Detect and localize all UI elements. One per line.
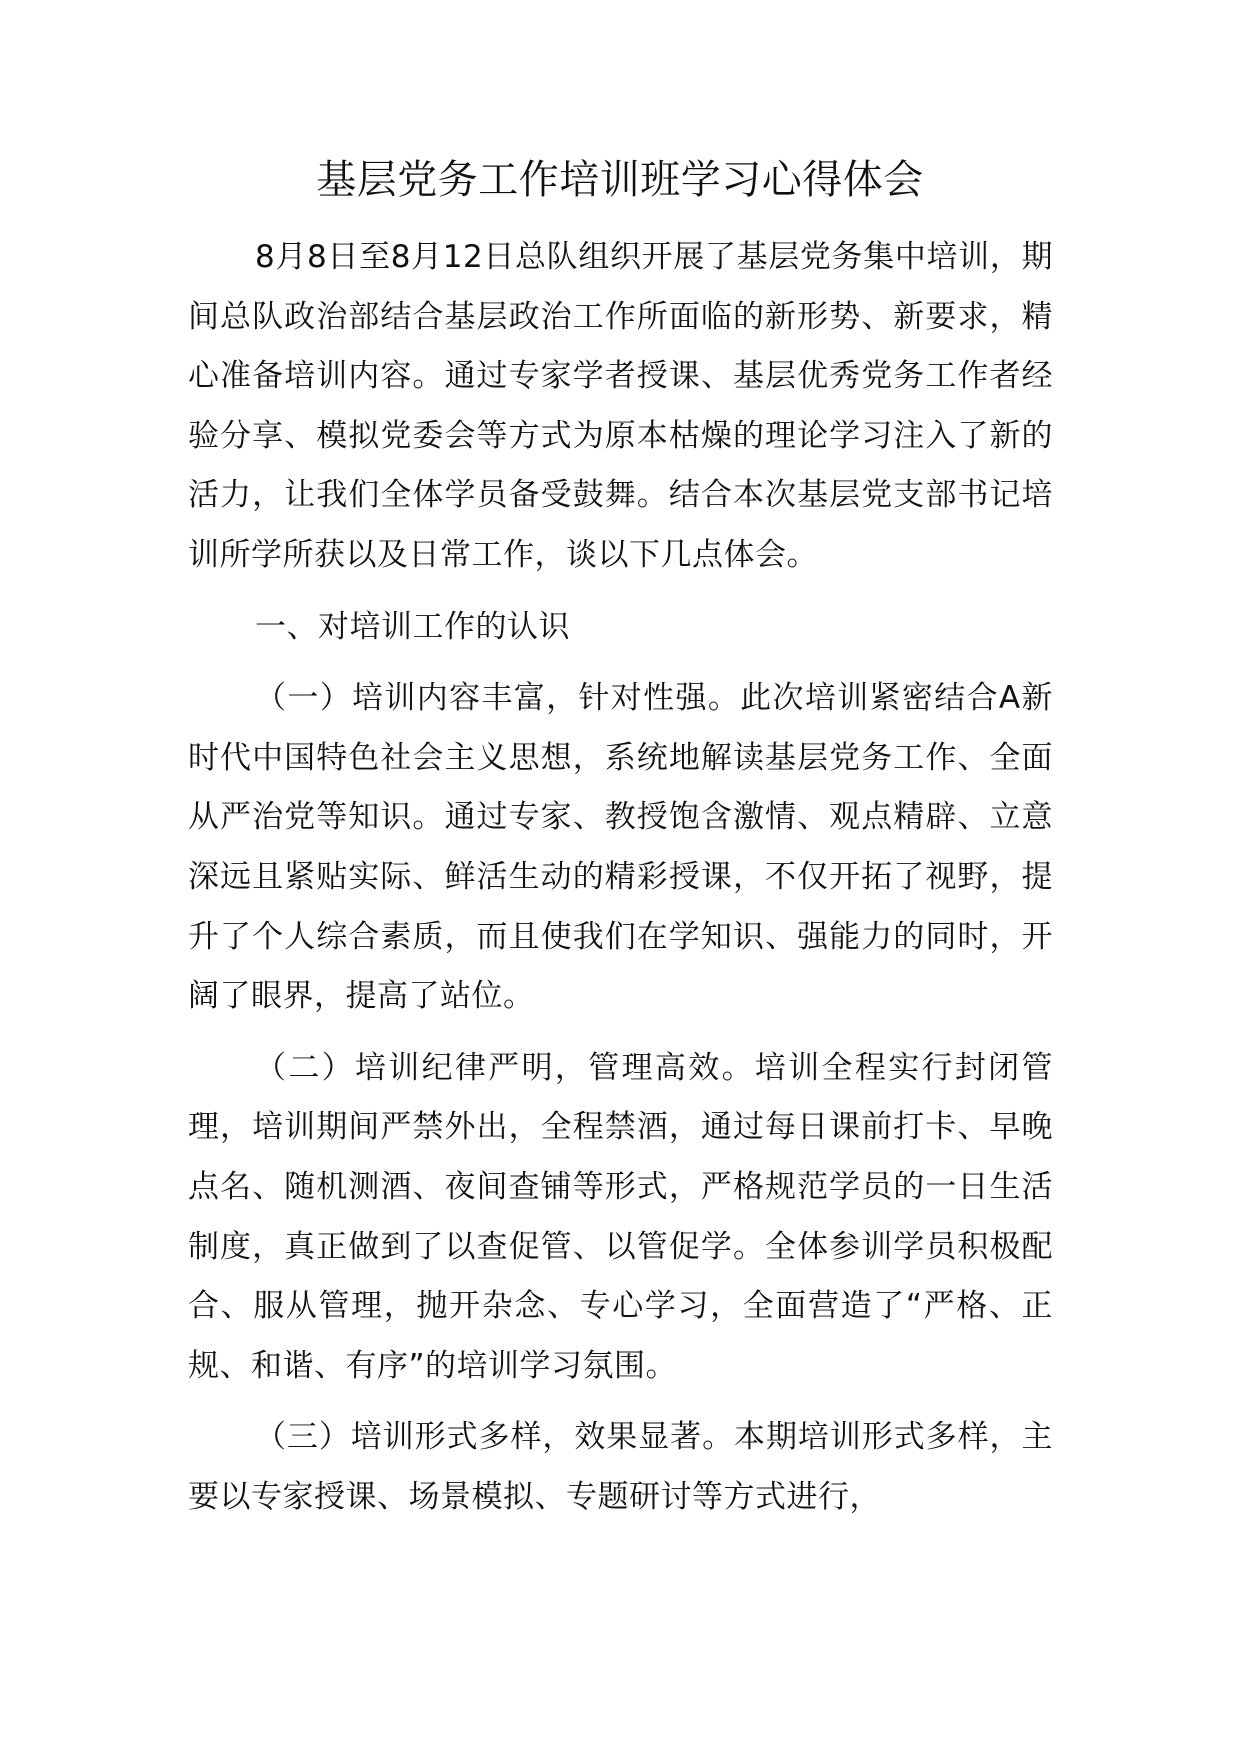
subsection-paragraph-1: （一）培训内容丰富，针对性强。此次培训紧密结合A新时代中国特色社会主义思想，系统地解读基层党务工作、全面从严治党等知识。通过专家、教授饱含激情、观点精辟、立意深远且紧贴实际、鲜活生动的精彩授课，不仅开拓了视野，提升了个人综合素质，而且使我们在学知识、强能力的同时，开阔了眼界，提高了站位。 [188, 680, 1053, 1015]
subsection-paragraph-3: （三）培训形式多样，效果显著。本期培训形式多样，主要以专家授课、场景模拟、专题研讨等方式进行， [188, 1419, 1053, 1515]
document-title: 基层党务工作培训班学习心得体会 [316, 157, 924, 203]
intro-paragraph: 8月8日至8月12日总队组织开展了基层党务集中培训，期间总队政治部结合基层政治工作所面临的新形势、新要求，精心准备培训内容。通过专家学者授课、基层优秀党务工作者经验分享、模拟党委会等方式为原本枯燥的理论学习注入了新的活力，让我们全体学员备受鼓舞。结合本次基层党支部书记培训所学所获以及日常工作，谈以下几点体会。 [188, 239, 1053, 573]
section-heading-1: 一、对培训工作的认识 [255, 608, 570, 645]
subsection-paragraph-2: （二）培训纪律严明，管理高效。培训全程实行封闭管理，培训期间严禁外出，全程禁酒，通过每日课前打卡、早晚点名、随机测酒、夜间查铺等形式，严格规范学员的一日生活制度，真正做到了以查促管、以管促学。全体参训学员积极配合、服从管理，抛开杂念、专心学习，全面营造了“严格、正规、和谐、有序”的培训学习氛围。 [188, 1049, 1053, 1384]
document-body [188, 228, 1053, 1539]
